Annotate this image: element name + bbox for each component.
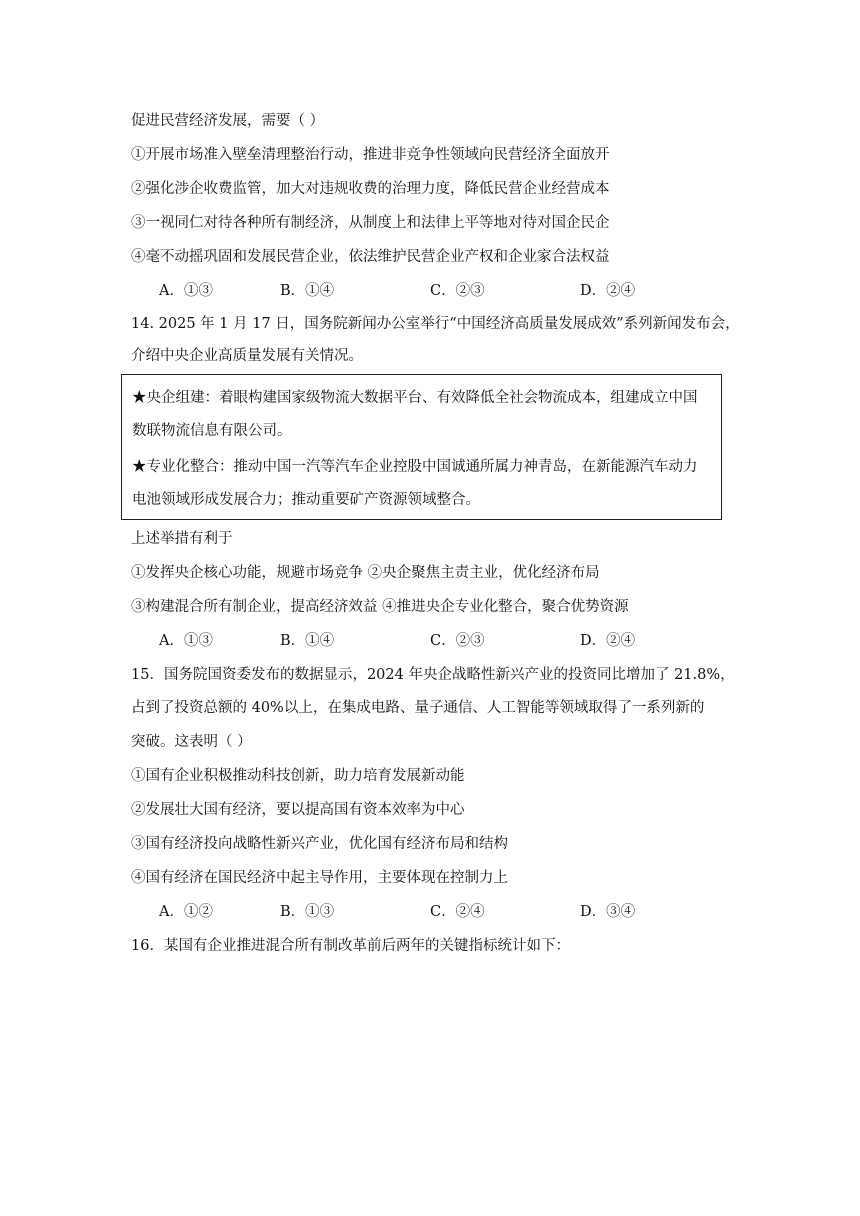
- q14-items-row-1: ①发挥央企核心功能，规避市场竞争 ②央企聚焦主责主业，优化经济布局: [131, 565, 600, 581]
- q14-box-line-3: ★专业化整合：推动中国一汽等汽车企业控股中国诚通所属力神青岛，在新能源汽车动力: [132, 459, 698, 475]
- q15-stem-line-2: 占到了投资总额的 40%以上，在集成电路、量子通信、人工智能等领域取得了一系列新的: [131, 700, 705, 716]
- q14-material-box: [121, 374, 722, 520]
- q15-item-1: ①国有企业积极推动科技创新，助力培育发展新动能: [131, 768, 465, 784]
- q15-option-d: D．③④: [580, 904, 636, 920]
- q15-option-a: A．①②: [159, 904, 213, 920]
- q15-option-b: B．①③: [280, 904, 335, 920]
- q14-option-a: A．①③: [159, 633, 213, 649]
- q14-option-c: C．②③: [430, 633, 485, 649]
- q13-item-4: ④毫不动摇巩固和发展民营企业，依法维护民营企业产权和企业家合法权益: [131, 249, 610, 265]
- q14-box-line-1: ★央企组建：着眼构建国家级物流大数据平台、有效降低全社会物流成本，组建成立中国: [132, 390, 698, 406]
- q14-box-line-4: 电池领域形成发展合力；推动重要矿产资源领域整合。: [132, 492, 480, 508]
- q14-stem-line-2: 介绍中央企业高质量发展有关情况。: [131, 348, 363, 364]
- q13-stem: 促进民营经济发展，需要（ ）: [131, 113, 325, 129]
- q14-stem-line-1: 14. 2025 年 1 月 17 日，国务院新闻办公室举行“中国经济高质量发展成效”系列新闻发布会，: [131, 316, 740, 332]
- q14-option-d: D．②④: [580, 633, 636, 649]
- q15-item-4: ④国有经济在国民经济中起主导作用，主要体现在控制力上: [131, 870, 508, 886]
- q15-item-2: ②发展壮大国有经济，要以提高国有资本效率为中心: [131, 802, 465, 818]
- q13-option-c: C．②③: [430, 283, 485, 299]
- q13-item-1: ①开展市场准入壁垒清理整治行动，推进非竞争性领域向民营经济全面放开: [131, 147, 610, 163]
- q13-option-b: B．①④: [280, 283, 335, 299]
- q13-option-a: A．①③: [159, 283, 213, 299]
- q15-stem-line-3: 突破。这表明（ ）: [131, 734, 252, 750]
- q16-stem: 16．某国有企业推进混合所有制改革前后两年的关键指标统计如下：: [131, 938, 570, 954]
- q14-lead: 上述举措有利于: [131, 531, 233, 547]
- q14-box-line-2: 数联物流信息有限公司。: [132, 423, 292, 439]
- q13-option-d: D．②④: [580, 283, 636, 299]
- q14-items-row-2: ③构建混合所有制企业，提高经济效益 ④推进央企专业化整合，聚合优势资源: [131, 599, 629, 615]
- q15-item-3: ③国有经济投向战略性新兴产业，优化国有经济布局和结构: [131, 836, 508, 852]
- q14-option-b: B．①④: [280, 633, 335, 649]
- q15-stem-line-1: 15．国务院国资委发布的数据显示，2024 年央企战略性新兴产业的投资同比增加了 21.8%，: [131, 667, 735, 683]
- q15-option-c: C．②④: [430, 904, 485, 920]
- q13-item-2: ②强化涉企收费监管，加大对违规收费的治理力度，降低民营企业经营成本: [131, 181, 610, 197]
- q13-item-3: ③一视同仁对待各种所有制经济，从制度上和法律上平等地对待对国企民企: [131, 215, 610, 231]
